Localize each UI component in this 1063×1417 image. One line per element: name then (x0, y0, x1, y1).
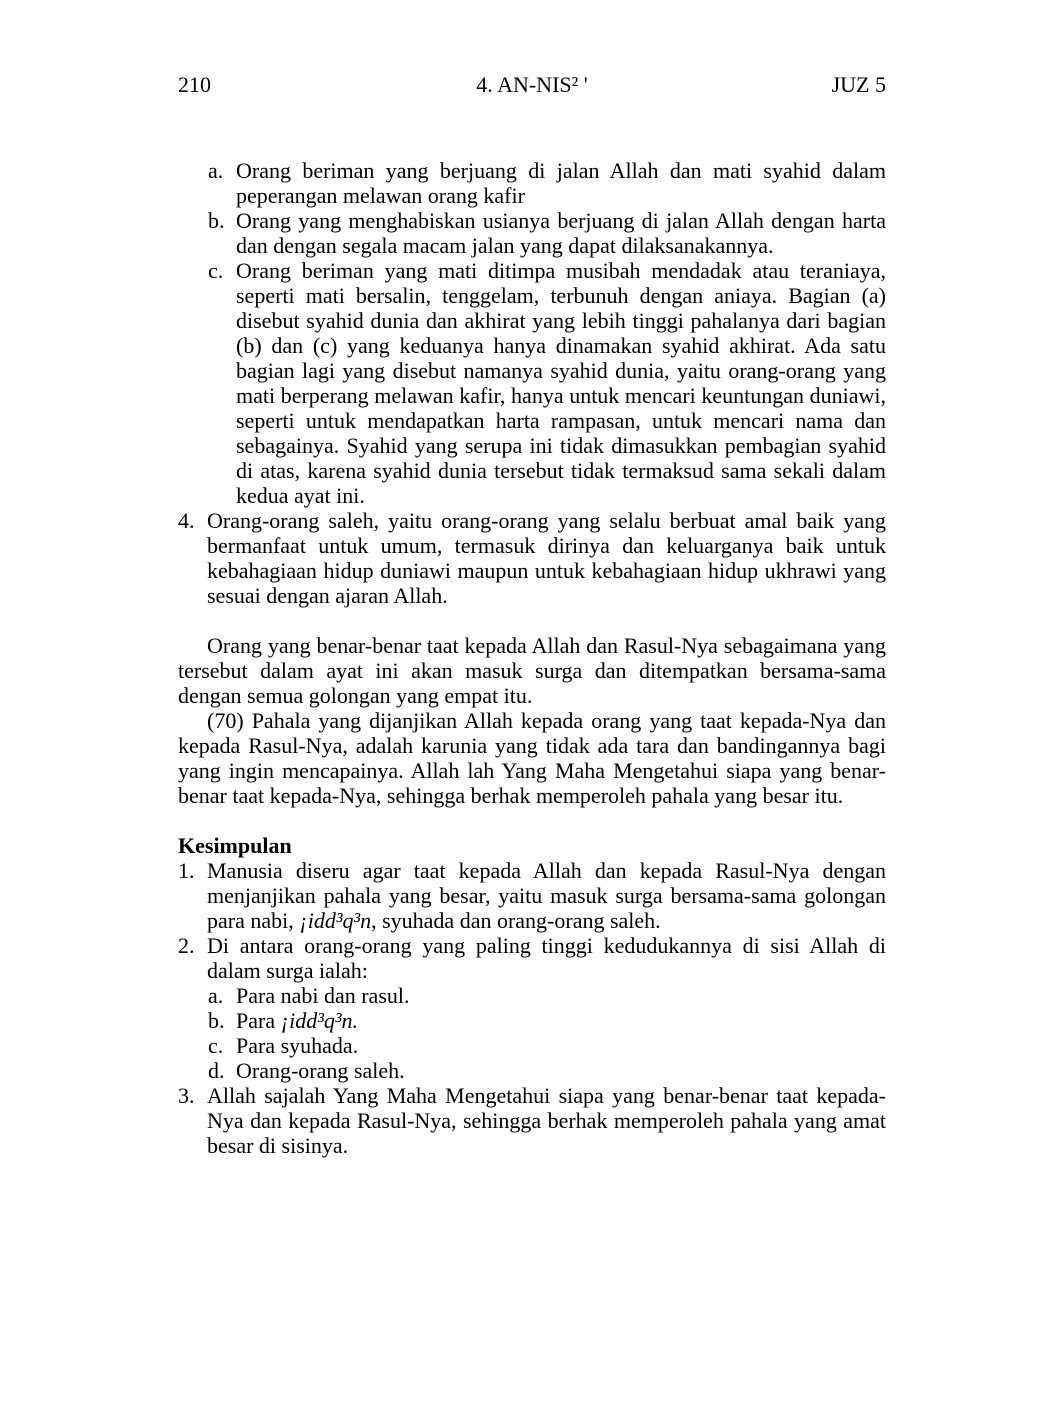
list-item-text: Para nabi dan rasul. (236, 983, 410, 1008)
conclusion-item-3 (178, 1083, 886, 1158)
list-item-text: Orang-orang saleh, yaitu orang-orang yang selalu berbuat amal baik yang bermanfaat untuk umum, termasuk dirinya dan keluarganya baik untuk kebahagiaan hidup duniawi maupun untuk kebahagiaan hidup ukhrawi yang sesuai dengan ajaran Allah. (207, 508, 886, 608)
sublist-item-d (178, 1058, 886, 1083)
list-item-b (178, 208, 886, 258)
italic-term: ¡idd³q³n. (280, 1008, 358, 1033)
list-item-text: Para ¡idd³q³n. (236, 1008, 358, 1033)
chapter-title: 4. AN-NIS² ' (476, 72, 588, 97)
list-item-text: Manusia diseru agar taat kepada Allah dan kepada Rasul-Nya dengan menjanjikan pahala yang besar, yaitu masuk surga bersama-sama golongan para nabi, ¡idd³q³n, syuhada dan orang-orang saleh. (207, 858, 886, 933)
list-item-4 (178, 508, 886, 608)
list-marker: c. (208, 258, 224, 283)
list-item-text: Orang-orang saleh. (236, 1058, 405, 1083)
list-item-text: Orang beriman yang mati ditimpa musibah mendadak atau teraniaya, seperti mati bersalin, tenggelam, terbunuh dengan aniaya. Bagian (a) disebut syahid dunia dan akhirat yang lebih tinggi pahalanya dari bagian (b) dan (c) yang keduanya hanya dinamakan syahid akhirat. Ada satu bagian lagi yang disebut namanya syahid dunia, yaitu orang-orang yang mati berperang melawan kafir, hanya untuk mencari keuntungan duniawi, seperti untuk mendapatkan harta rampasan, untuk mencari nama dan sebagainya. Syahid yang serupa ini tidak dimasukkan pembagian syahid di atas, karena syahid dunia tersebut tidak termaksud sama sekali dalam kedua ayat ini. (236, 258, 886, 508)
conclusion-item-1 (178, 858, 886, 933)
list-item-text: Para syuhada. (236, 1033, 359, 1058)
list-item-text: Orang yang menghabiskan usianya berjuang di jalan Allah dengan harta dan dengan segala macam jalan yang dapat dilaksanakannya. (236, 208, 886, 258)
juz-label: JUZ 5 (831, 72, 886, 97)
page-body (178, 158, 886, 1158)
list-marker: 2. (178, 933, 195, 958)
sublist-item-a (178, 983, 886, 1008)
list-marker: b. (208, 208, 225, 233)
list-item-text: Di antara orang-orang yang paling tinggi kedudukannya di sisi Allah di dalam surga ialah: (207, 933, 886, 983)
conclusion-item-2 (178, 933, 886, 983)
list-marker: 1. (178, 858, 195, 883)
list-marker: c. (208, 1033, 224, 1058)
list-item-c (178, 258, 886, 508)
list-marker: a. (208, 983, 224, 1008)
list-item-a (178, 158, 886, 208)
list-marker: a. (208, 158, 224, 183)
list-marker: 3. (178, 1083, 195, 1108)
sublist-item-c (178, 1033, 886, 1058)
sublist-item-b (178, 1008, 886, 1033)
section-heading: Kesimpulan (178, 833, 292, 858)
page-header (178, 72, 886, 98)
page-number: 210 (178, 72, 211, 97)
list-item-text: Allah sajalah Yang Maha Mengetahui siapa yang benar-benar taat kepada-Nya dan kepada Rasul-Nya, sehingga berhak memperoleh pahala yang amat besar di sisinya. (207, 1083, 886, 1158)
paragraph: Orang yang benar-benar taat kepada Allah dan Rasul-Nya sebagaimana yang tersebut dalam ayat ini akan masuk surga dan ditempatkan bersama-sama dengan semua golongan yang empat itu. (178, 633, 886, 708)
italic-term: ¡idd³q³n (299, 908, 372, 933)
list-marker: d. (208, 1058, 225, 1083)
list-marker: b. (208, 1008, 225, 1033)
list-item-text: Orang beriman yang berjuang di jalan Allah dan mati syahid dalam peperangan melawan orang kafir (236, 158, 886, 208)
list-marker: 4. (178, 508, 195, 533)
paragraph: (70) Pahala yang dijanjikan Allah kepada orang yang taat kepada-Nya dan kepada Rasul-Nya, adalah karunia yang tidak ada tara dan bandingannya bagi yang ingin mencapainya. Allah lah Yang Maha Mengetahui siapa yang benar-benar taat kepada-Nya, sehingga berhak memperoleh pahala yang besar itu. (178, 708, 886, 808)
